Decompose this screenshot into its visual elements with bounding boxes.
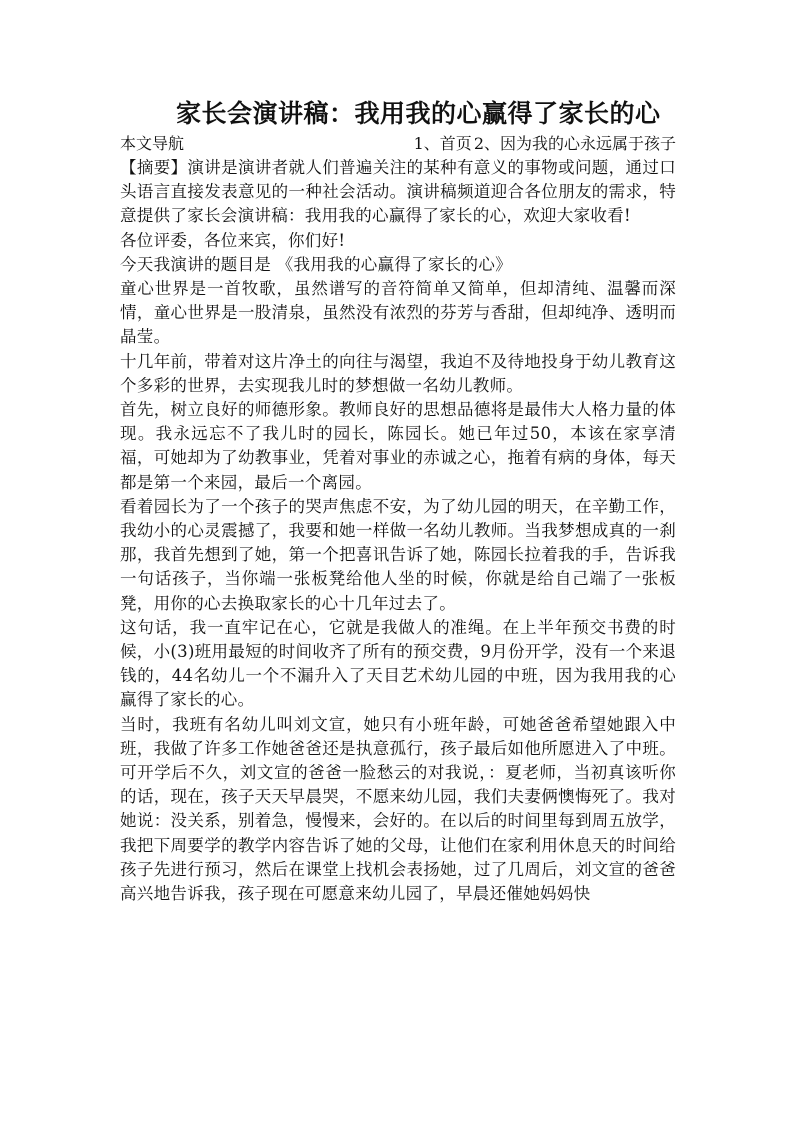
body-paragraph: 各位评委，各位来宾，你们好! bbox=[120, 230, 346, 250]
nav-links bbox=[412, 132, 676, 156]
document-title: 家长会演讲稿：我用我的心赢得了家长的心 bbox=[176, 99, 661, 128]
nav-label: 本文导航 bbox=[120, 134, 185, 153]
body-paragraph: 当时，我班有名幼儿叫刘文宣，她只有小班年龄，可她爸爸希望她跟入中班，我做了许多工作她爸爸还是执意孤行，孩子最后如他所愿进入了中班。可开学后不久，刘文宣的爸爸一脸愁云的对我说，：夏老师，当初真该听你的话，现在，孩子天天早晨哭，不愿来幼儿园，我们夫妻俩懊悔死了。我对她说：没关系，别着急，慢慢来，会好的。在以后的时间里每到周五放学，我把下周要学的教学内容告诉了她的父母，让他们在家利用休息天的时间给孩子先进行预习，然后在课堂上找机会表扬她，过了几周后，刘文宣的爸爸高兴地告诉我，孩子现在可愿意来幼儿园了，早晨还催她妈妈快 bbox=[120, 714, 676, 904]
abstract-paragraph: 【摘要】演讲是演讲者就人们普遍关注的某种有意义的事物或问题，通过口头语言直接发表意见的一种社会活动。演讲稿频道迎合各位朋友的需求，特意提供了家长会演讲稿：我用我的心赢得了家长的心，欢迎大家收看! bbox=[120, 158, 676, 226]
body-paragraph: 童心世界是一首牧歌，虽然谱写的音符简单又简单，但却清纯、温馨而深情，童心世界是一股清泉，虽然没有浓烈的芬芳与香甜，但却纯净、透明而晶莹。 bbox=[120, 279, 676, 347]
body-paragraph: 今天我演讲的题目是 《我用我的心赢得了家长的心》 bbox=[120, 254, 512, 274]
body-paragraph: 看着园长为了一个孩子的哭声焦虑不安，为了幼儿园的明天，在辛勤工作，我幼小的心灵震撼了，我要和她一样做一名幼儿教师。当我梦想成真的一刹那，我首先想到了她，第一个把喜讯告诉了她，陈园长拉着我的手，告诉我一句话孩子，当你端一张板凳给他人坐的时候，你就是给自己端了一张板凳，用你的心去换取家长的心十几年过去了。 bbox=[120, 496, 676, 613]
article-body bbox=[120, 229, 676, 907]
body-paragraph: 十几年前，带着对这片净土的向往与渴望，我迫不及待地投身于幼儿教育这个多彩的世界，去实现我儿时的梦想做一名幼儿教师。 bbox=[120, 351, 676, 395]
nav-link-home[interactable]: 1、首页 bbox=[413, 134, 472, 153]
document-page bbox=[120, 96, 676, 906]
nav-link-section-2[interactable]: 2、因为我的心永远属于孩子 bbox=[473, 134, 676, 153]
body-paragraph: 这句话，我一直牢记在心，它就是我做人的准绳。在上半年预交书费的时候，小(3)班用最短的时间收齐了所有的预交费，9月份开学，没有一个来退钱的，44名幼儿一个不漏升入了天目艺术幼儿园的中班，因为我用我的心赢得了家长的心。 bbox=[120, 617, 676, 710]
body-paragraph: 首先，树立良好的师德形象。教师良好的思想品德将是最伟大人格力量的体现。我永远忘不了我儿时的园长，陈园长。她已年过50，本该在家享清福，可她却为了幼教事业，凭着对事业的赤诚之心，拖着有病的身体，每天都是第一个来园，最后一个离园。 bbox=[120, 400, 676, 492]
article-navigation bbox=[120, 132, 676, 156]
